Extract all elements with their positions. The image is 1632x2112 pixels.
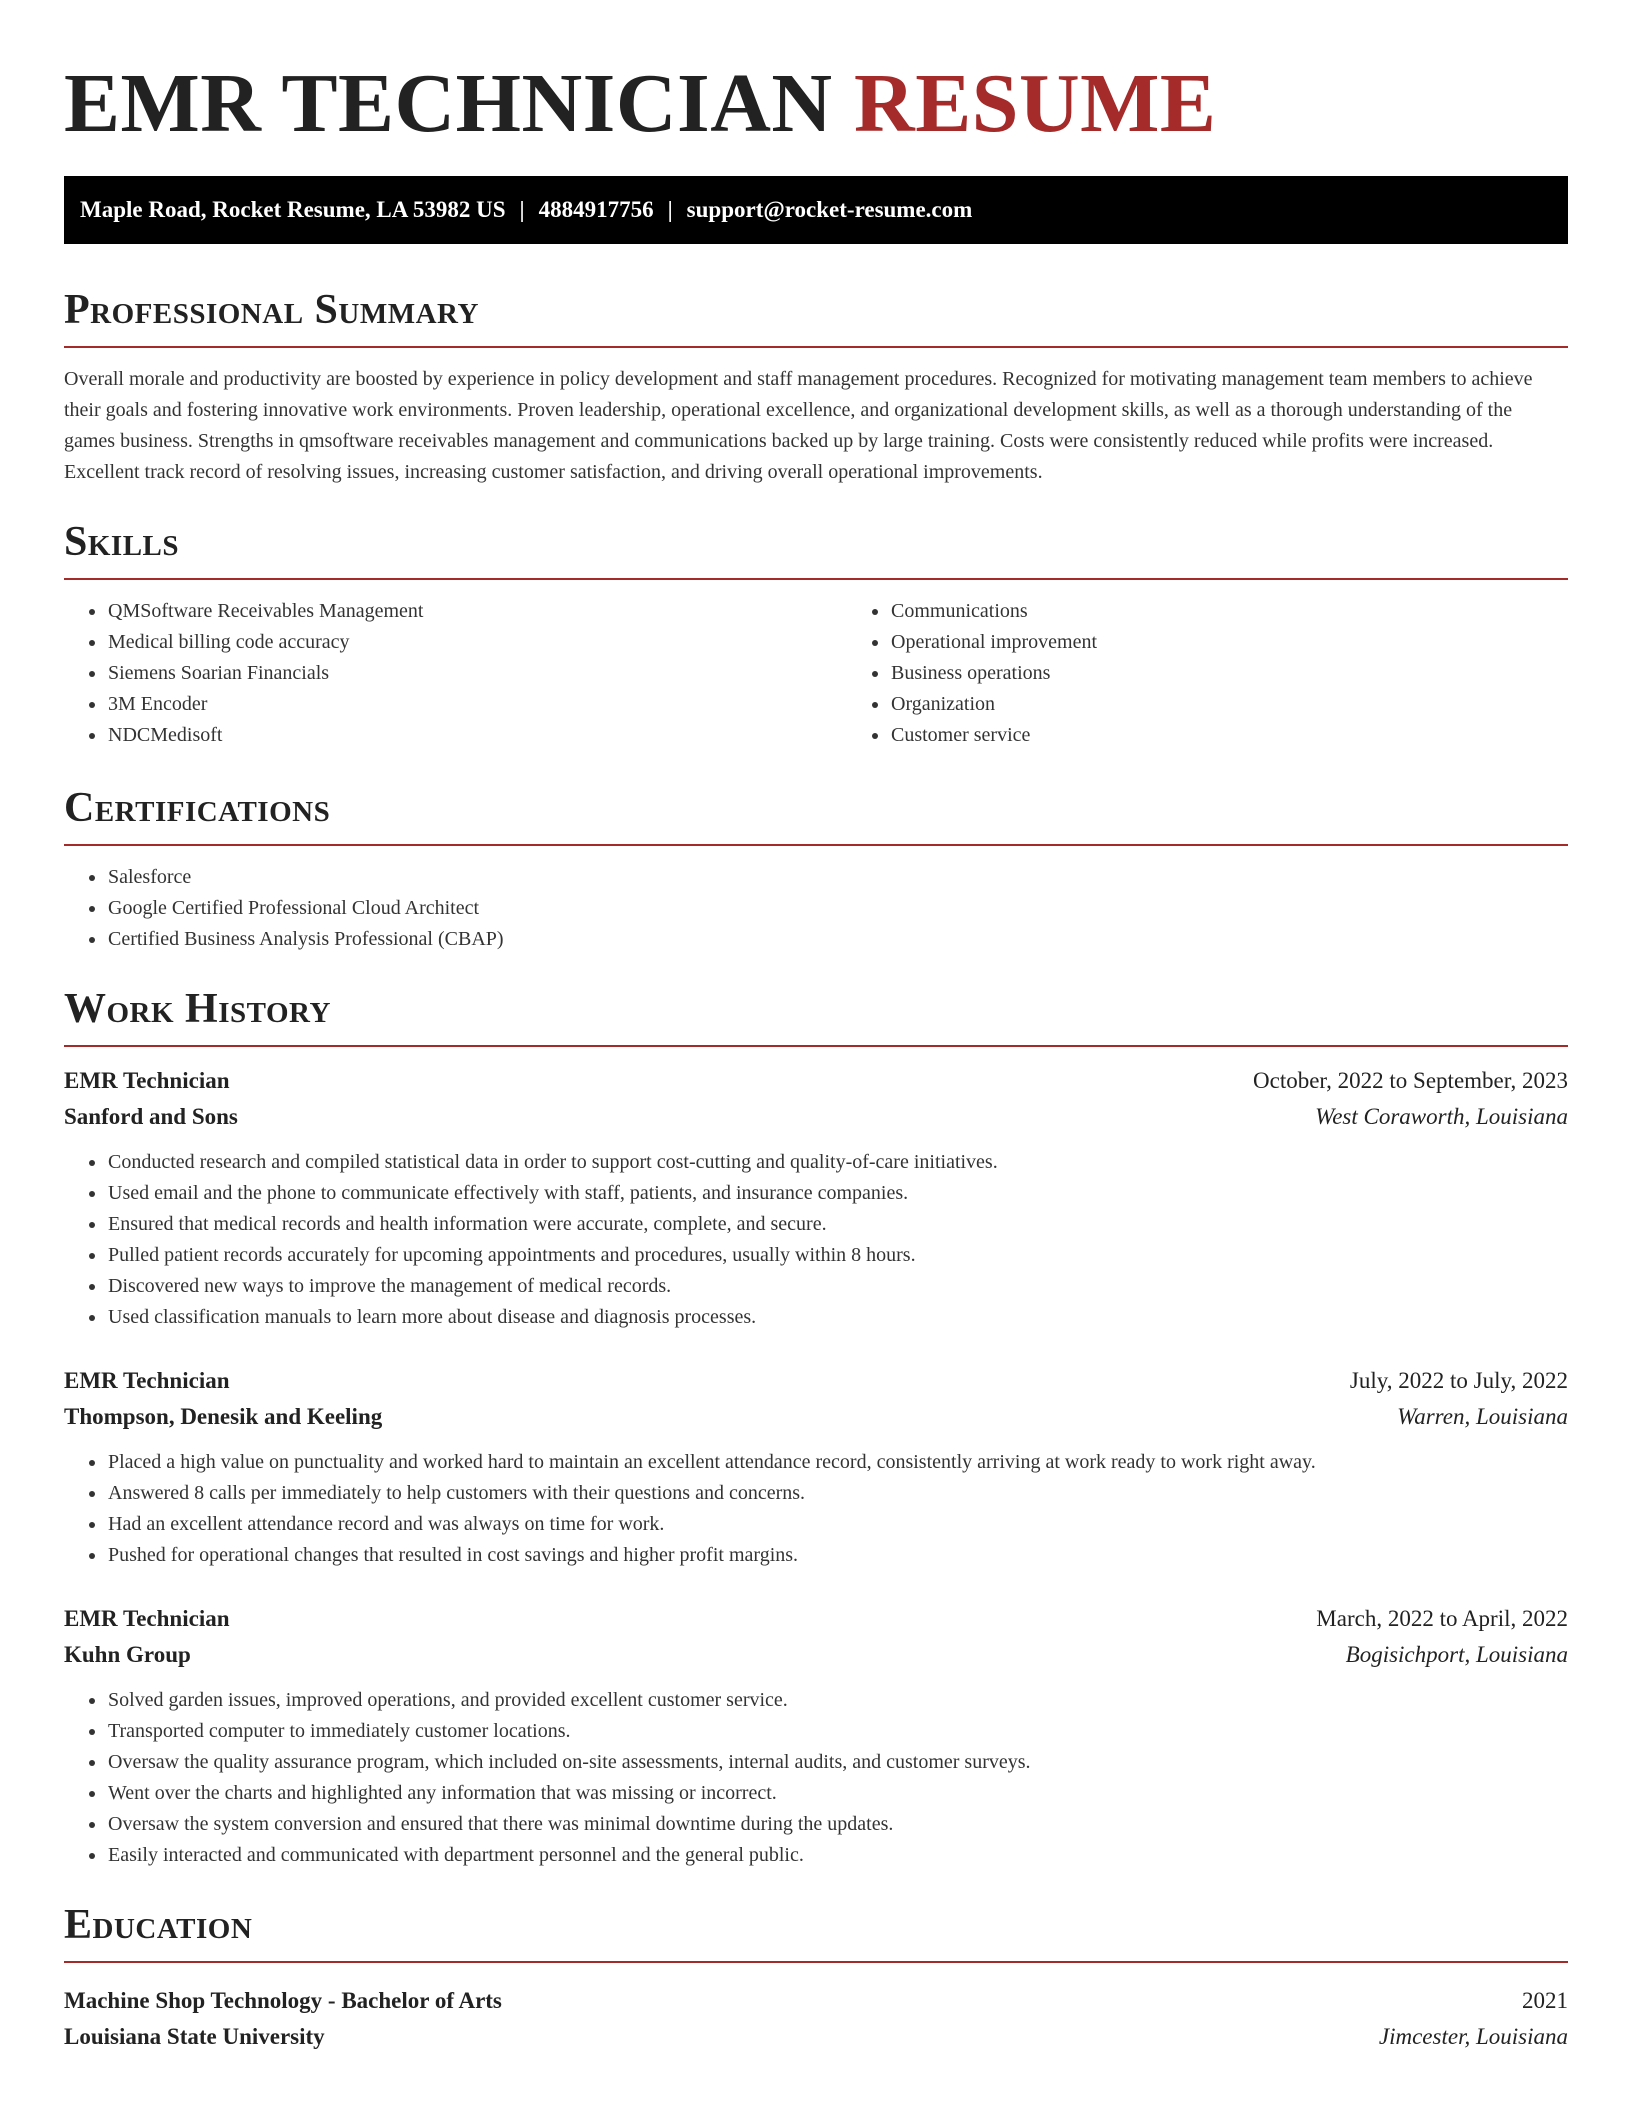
skill-item: • NDCMedisoft [107, 720, 847, 751]
skills-list-right [847, 596, 1630, 751]
work-history-section [64, 985, 1568, 1871]
job-entry [64, 1363, 1568, 1571]
skill-item: • Communications [890, 596, 1630, 627]
education-school-row [64, 2019, 1568, 2055]
job-bullet: • Ensured that medical records and health information were accurate, complete, and secure. [107, 1209, 1568, 1240]
skills-list-left [64, 596, 847, 751]
skill-item: • Customer service [890, 720, 1630, 751]
job-company: Thompson, Denesik and Keeling [64, 1404, 383, 1429]
job-bullet: • Went over the charts and highlighted any information that was missing or incorrect. [107, 1778, 1568, 1809]
job-bullet: • Solved garden issues, improved operations, and provided excellent customer service. [107, 1685, 1568, 1716]
section-divider [64, 1961, 1568, 1963]
job-company: Sanford and Sons [64, 1104, 238, 1129]
skill-item: • QMSoftware Receivables Management [107, 596, 847, 627]
contact-phone: 4884917756 [538, 197, 654, 222]
contact-separator: | [667, 197, 673, 222]
education-year: 2021 [1522, 1988, 1568, 2013]
contact-email: support@rocket-resume.com [686, 197, 973, 222]
skill-item: • 3M Encoder [107, 689, 847, 720]
job-entry [64, 1063, 1568, 1333]
job-bullet: • Discovered new ways to improve the management of medical records. [107, 1271, 1568, 1302]
job-title-row [64, 1601, 1568, 1637]
certifications-section [64, 784, 1568, 955]
skill-item: • Business operations [890, 658, 1630, 689]
skill-item: • Siemens Soarian Financials [107, 658, 847, 689]
summary-text: Overall morale and productivity are boosted by experience in policy development and staff management procedures. Recognized for motivating management team members to achieve their goals and fostering innovative work environments. Proven leadership, operational excellence, and organizational development skills, as well as a thorough understanding of the games business. Strengths in qmsoftware receivables management and communications backed up by large training. Costs were consistently reduced while profits were increased. Excellent track record of resolving issues, increasing customer satisfaction, and driving overall operational improvements. [64, 368, 1533, 483]
job-bullet-list [64, 1147, 1568, 1333]
section-heading-education: Education [64, 1902, 253, 1948]
job-bullet: • Transported computer to immediately customer locations. [107, 1716, 1568, 1747]
certifications-list [64, 862, 1568, 955]
skill-item: • Operational improvement [890, 627, 1630, 658]
education-section [64, 1901, 1568, 2055]
education-location: Jimcester, Louisiana [1378, 2024, 1568, 2049]
job-company-row [64, 1099, 1568, 1135]
job-bullet-list [64, 1685, 1568, 1871]
job-location: West Coraworth, Louisiana [1315, 1104, 1568, 1129]
skill-item: • Organization [890, 689, 1630, 720]
job-bullet: • Easily interacted and communicated with department personnel and the general public. [107, 1840, 1568, 1871]
title-accent: RESUME [854, 57, 1217, 150]
job-bullet: • Used classification manuals to learn more about disease and diagnosis processes. [107, 1302, 1568, 1333]
job-bullet: • Pulled patient records accurately for upcoming appointments and procedures, usually within 8 hours. [107, 1240, 1568, 1271]
skill-item: • Medical billing code accuracy [107, 627, 847, 658]
section-divider [64, 1045, 1568, 1047]
job-bullet: • Oversaw the quality assurance program, which included on-site assessments, internal audits, and customer surveys. [107, 1747, 1568, 1778]
job-bullet: • Answered 8 calls per immediately to help customers with their questions and concerns. [107, 1478, 1568, 1509]
job-title: EMR Technician [64, 1606, 230, 1631]
job-title-row [64, 1363, 1568, 1399]
job-bullet: • Conducted research and compiled statistical data in order to support cost-cutting and quality-of-care initiatives. [107, 1147, 1568, 1178]
contact-separator: | [519, 197, 525, 222]
summary-section [64, 286, 1568, 488]
contact-bar [64, 176, 1568, 244]
job-bullet-list [64, 1447, 1568, 1571]
job-location: Warren, Louisiana [1397, 1404, 1568, 1429]
job-bullet: • Placed a high value on punctuality and worked hard to maintain an excellent attendance record, consistently arriving at work ready to work right away. [107, 1447, 1568, 1478]
job-entry [64, 1601, 1568, 1871]
job-dates: March, 2022 to April, 2022 [1316, 1606, 1568, 1631]
section-divider [64, 578, 1568, 580]
education-school: Louisiana State University [64, 2024, 325, 2049]
education-degree: Machine Shop Technology - Bachelor of Arts [64, 1988, 502, 2013]
job-bullet: • Had an excellent attendance record and was always on time for work. [107, 1509, 1568, 1540]
section-heading-summary: Professional Summary [64, 287, 479, 333]
section-heading-certifications: Certifications [64, 785, 331, 831]
section-heading-skills: Skills [64, 519, 180, 565]
job-dates: October, 2022 to September, 2023 [1253, 1068, 1568, 1093]
job-company-row [64, 1637, 1568, 1673]
contact-address: Maple Road, Rocket Resume, LA 53982 US [80, 197, 506, 222]
section-heading-work-history: Work History [64, 986, 331, 1032]
job-company: Kuhn Group [64, 1642, 191, 1667]
job-bullet: • Used email and the phone to communicate effectively with staff, patients, and insurance companies. [107, 1178, 1568, 1209]
job-bullet: • Oversaw the system conversion and ensured that there was minimal downtime during the updates. [107, 1809, 1568, 1840]
certification-item: • Salesforce [107, 862, 1568, 893]
job-location: Bogisichport, Louisiana [1345, 1642, 1568, 1667]
section-divider [64, 844, 1568, 846]
skills-section [64, 518, 1568, 751]
job-title: EMR Technician [64, 1068, 230, 1093]
skills-columns [64, 596, 1568, 751]
job-title: EMR Technician [64, 1368, 230, 1393]
certification-item: • Google Certified Professional Cloud Architect [107, 893, 1568, 924]
education-degree-row [64, 1983, 1568, 2019]
resume-page [64, 0, 1568, 2055]
certification-item: • Certified Business Analysis Professional (CBAP) [107, 924, 1568, 955]
section-divider [64, 346, 1568, 348]
resume-title [64, 0, 1568, 150]
title-main: EMR TECHNICIAN [64, 57, 833, 150]
job-dates: July, 2022 to July, 2022 [1349, 1368, 1568, 1393]
job-title-row [64, 1063, 1568, 1099]
job-bullet: • Pushed for operational changes that resulted in cost savings and higher profit margins. [107, 1540, 1568, 1571]
job-company-row [64, 1399, 1568, 1435]
